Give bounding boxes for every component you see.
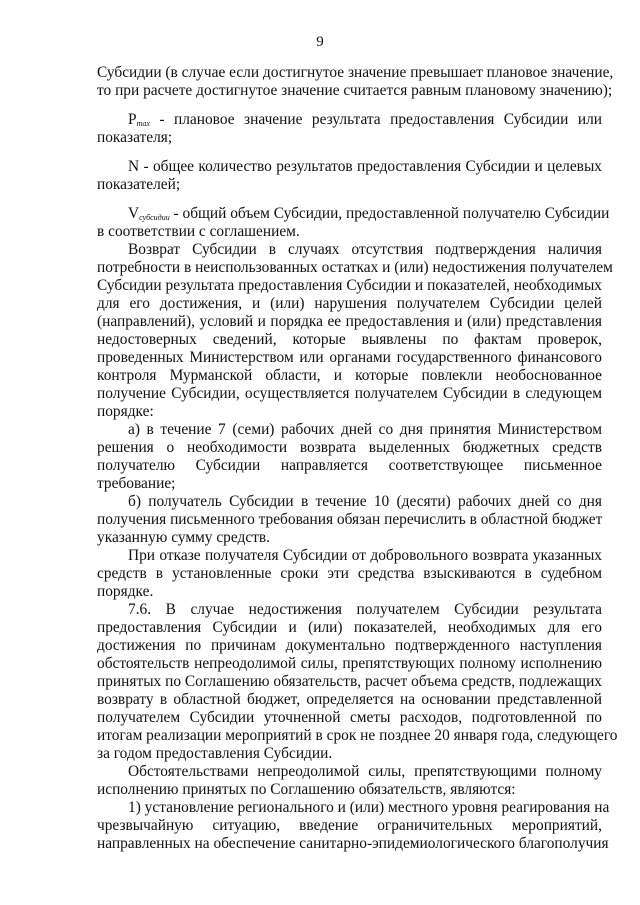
line-text: недостоверных сведений, которые выявлены по фактам проверок, <box>97 331 602 348</box>
line-text: возврату в областной бюджет, определяется на основании представленной <box>97 691 602 708</box>
text-line <box>128 763 602 781</box>
line-text: итогам реализации мероприятий в срок не позднее 20 января года, следующего <box>97 727 618 744</box>
formula-subscript: субсидии <box>139 213 170 222</box>
formula-symbol: V <box>128 205 140 222</box>
text-line <box>128 799 610 817</box>
line-text: проведенных Министерством или органами государственного финансового <box>97 349 602 366</box>
text-line <box>97 64 614 82</box>
line-text: контроля Мурманской области, и которые повлекли необоснованное <box>97 367 602 384</box>
text-line <box>97 331 602 349</box>
text-line <box>128 241 602 259</box>
line-text: то при расчете достигнутое значение считается равным плановому значению); <box>97 82 613 99</box>
text-line <box>97 835 609 853</box>
text-line <box>97 295 602 313</box>
text-line <box>97 511 602 529</box>
line-text: Субсидии результата предоставления Субсидии и показателей, необходимых <box>97 277 602 294</box>
text-line <box>97 691 602 709</box>
text-line <box>97 817 602 835</box>
text-line <box>97 529 602 547</box>
line-text: получателем Субсидии уточненной сметы расходов, подготовленной по <box>97 709 602 726</box>
text-line <box>97 367 602 385</box>
text-line <box>97 129 602 147</box>
text-line <box>128 158 602 176</box>
text-line <box>97 727 618 745</box>
line-text: порядке. <box>97 583 154 600</box>
line-text: получателю Субсидии направляется соответствующее письменное <box>97 457 602 474</box>
line-text: потребности в неиспользованных остатках и (или) недостижения получателем <box>97 259 613 276</box>
text-line <box>97 619 602 637</box>
text-line <box>97 655 602 673</box>
line-text: показателей; <box>97 176 181 193</box>
line-text: предоставления Субсидии и (или) показателей, необходимых для его <box>97 619 602 636</box>
line-text: порядке: <box>97 403 154 420</box>
line-text: N - общее количество результатов предоставления Субсидии и целевых <box>128 158 602 175</box>
line-text: 7.6. В случае недостижения получателем Субсидии результата <box>128 601 602 618</box>
text-line <box>97 583 602 601</box>
line-text: для его достижения, и (или) нарушения получателем Субсидии целей <box>97 295 602 312</box>
text-line <box>97 709 602 727</box>
text-line <box>128 493 602 511</box>
text-line <box>128 601 602 619</box>
line-text: решения о необходимости возврата выделенных бюджетных средств <box>97 439 602 456</box>
text-line <box>97 475 602 493</box>
line-text: (направлений), условий и порядка ее предоставления и (или) представления <box>97 313 602 330</box>
text-line <box>97 637 602 655</box>
line-text: - общий объем Субсидии, предоставленной получателю Субсидии <box>169 205 610 222</box>
text-line <box>97 385 602 403</box>
line-text: средств в установленные сроки эти средства взыскиваются в судебном <box>97 565 602 582</box>
line-text: При отказе получателя Субсидии от добровольного возврата указанных <box>128 547 602 564</box>
line-text: за годом предоставления Субсидии. <box>97 745 333 762</box>
text-line <box>97 82 613 100</box>
page-number: 9 <box>316 34 324 50</box>
line-text: Возврат Субсидии в случаях отсутствия подтверждения наличия <box>128 241 602 258</box>
line-text: обстоятельств непреодолимой силы, препятствующих полному исполнению <box>97 655 602 672</box>
text-line <box>97 781 602 799</box>
text-line <box>97 176 602 194</box>
line-text: достижения по причинам документально подтвержденного наступления <box>97 637 602 654</box>
line-text: показателя; <box>97 129 173 146</box>
line-text: указанную сумму средств. <box>97 529 270 546</box>
line-text: Субсидии (в случае если достигнутое значение превышает плановое значение, <box>97 64 614 81</box>
line-text: - плановое значение результата предоставления Субсидии или <box>149 111 602 128</box>
formula-subscript: max <box>136 119 150 128</box>
text-line <box>97 313 602 331</box>
line-text: исполнению принятых по Соглашению обязательств, являются: <box>97 781 516 798</box>
line-text: чрезвычайную ситуацию, введение ограничительных мероприятий, <box>97 817 602 834</box>
formula-symbol: P <box>128 111 137 128</box>
line-text: Обстоятельствами непреодолимой силы, препятствующими полному <box>128 763 602 780</box>
text-line <box>97 439 602 457</box>
line-text: получение Субсидии, осуществляется получателем Субсидии в следующем <box>97 385 602 402</box>
text-line <box>97 259 613 277</box>
line-text: принятых по Соглашению обязательств, расчет объема средств, подлежащих <box>97 673 602 690</box>
line-text: а) в течение 7 (семи) рабочих дней со дня принятия Министерством <box>128 421 602 438</box>
text-line <box>97 457 602 475</box>
line-text: требование; <box>97 475 176 492</box>
line-text: направленных на обеспечение санитарно-эпидемиологического благополучия <box>97 835 609 852</box>
text-line <box>97 403 602 421</box>
text-line <box>128 547 602 565</box>
text-line <box>97 565 602 583</box>
text-line <box>97 277 602 295</box>
text-line <box>97 673 602 691</box>
text-line <box>97 223 602 241</box>
line-text: в соответствии с соглашением. <box>97 223 300 240</box>
line-text: б) получатель Субсидии в течение 10 (десяти) рабочих дней со дня <box>128 493 602 510</box>
text-line <box>128 421 602 439</box>
text-line <box>97 745 602 763</box>
text-line <box>97 349 602 367</box>
line-text: 1) установление регионального и (или) местного уровня реагирования на <box>128 799 610 816</box>
line-text: получения письменного требования обязан перечислить в областной бюджет <box>97 511 603 528</box>
